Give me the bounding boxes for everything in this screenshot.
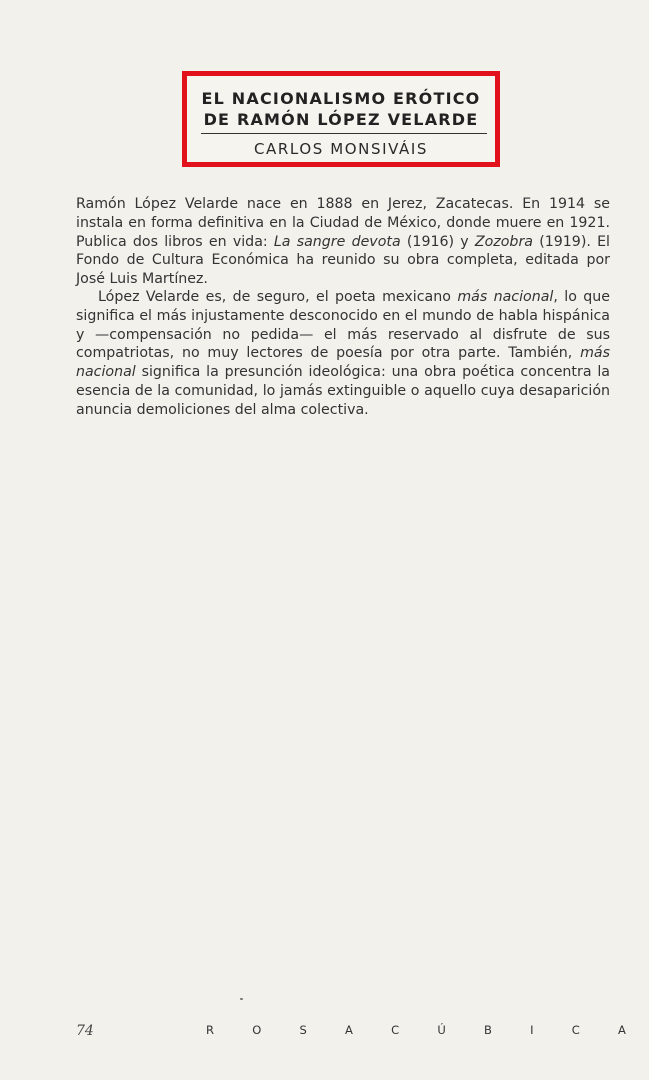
p2-emphasis-1: más nacional (457, 289, 554, 305)
p2-text-3: significa la presunción ideológica: una obra poética concentra la esencia de la comunidad, lo jamás extinguible o aquello cuya desaparición anuncia demoliciones del alma colectiva. (76, 364, 610, 418)
running-head-letter: I (530, 1023, 534, 1037)
article-title-box (182, 71, 500, 167)
p1-text-2: (1916) y (400, 233, 475, 250)
running-head-letter: C (391, 1023, 400, 1037)
p1-text-3: (1919). El Fondo de Cultura Económica ha reunido su obra completa, editada por José Luis Martínez. (76, 233, 611, 288)
print-speck (240, 998, 243, 1000)
author-name: CARLOS MONSIVÁIS (253, 140, 429, 158)
running-head-letter: O (252, 1023, 262, 1037)
p2-text-1: López Velarde es, de seguro, el poeta mexicano (98, 289, 458, 305)
running-head-letter: C (571, 1023, 580, 1037)
p2-text-2: , lo que significa el más injustamente desconocido en el mundo de habla hispánica y —compensación no pedida— el más reservado al disfrute de sus compatriotas, no muy lectores de poesía por otra parte. También, (76, 289, 611, 362)
article-title-line-1: EL NACIONALISMO ERÓTICO (201, 89, 481, 108)
running-head-letter: S (299, 1023, 307, 1037)
running-head-letter: A (618, 1023, 626, 1037)
body-paragraph-2 (76, 288, 610, 420)
book-title-la-sangre-devota: La sangre devota (273, 233, 401, 250)
book-title-zozobra: Zozobra (474, 233, 533, 250)
title-divider (201, 133, 487, 134)
p2-emphasis-2: más nacional (76, 345, 610, 381)
running-head-letter: A (345, 1023, 353, 1037)
running-head-letter: Ú (437, 1023, 446, 1037)
running-head (206, 1023, 626, 1037)
body-paragraph-1 (76, 195, 610, 289)
page-number: 74 (76, 1023, 94, 1039)
p1-text-1: Ramón López Velarde nace en 1888 en Jerez, Zacatecas. En 1914 se instala en forma definitiva en la Ciudad de México, donde muere en 1921. Publica dos libros en vida: (76, 196, 610, 250)
running-head-letter: R (206, 1023, 214, 1037)
article-title-line-2: DE RAMÓN LÓPEZ VELARDE (203, 110, 479, 129)
running-head-letter: B (484, 1023, 492, 1037)
